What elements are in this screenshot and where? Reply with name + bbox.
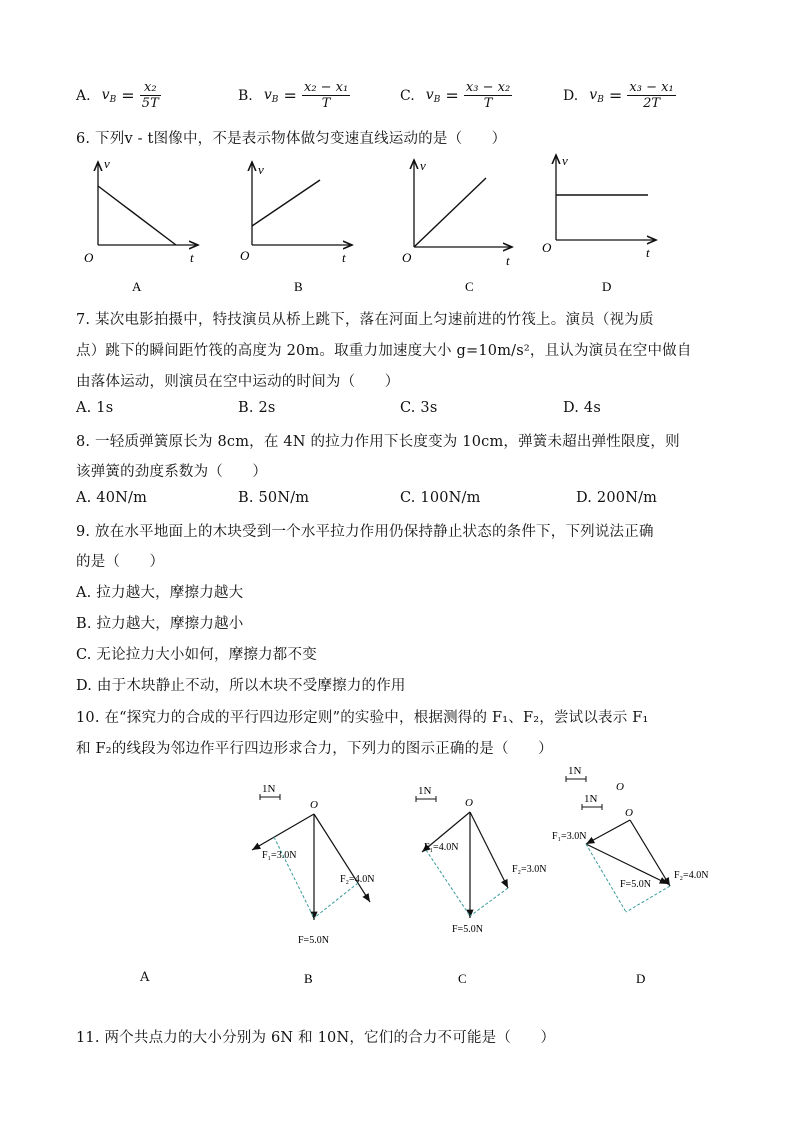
svg-text:F₁=3.0N: F₁=3.0N <box>262 850 297 861</box>
svg-text:F=5.0N: F=5.0N <box>620 879 651 890</box>
q6-stem: 6. 下列v - t图像中，不是表示物体做匀变速直线运动的是（ ） <box>76 131 507 147</box>
svg-text:t: t <box>506 253 510 268</box>
svg-text:O: O <box>625 807 633 819</box>
svg-text:t: t <box>342 250 346 265</box>
q8-line1: 8. 一轻质弹簧原长为 8cm，在 4N 的拉力作用下长度变为 10cm，弹簧未超出弹性限度，则 <box>76 434 680 450</box>
q6-graphs <box>80 150 680 300</box>
q8-option-a: A. 40N/m <box>76 490 148 506</box>
q8-option-b: B. 50N/m <box>238 490 310 506</box>
q10-line1: 10. 在“探究力的合成的平行四边形定则”的实验中，根据测得的 F₁、F₂，尝试以表示 F₁ <box>76 710 649 726</box>
svg-text:O: O <box>84 250 94 265</box>
svg-text:F₂=3.0N: F₂=3.0N <box>512 864 547 875</box>
svg-text:v: v <box>420 158 426 173</box>
svg-text:O: O <box>240 248 250 263</box>
q8-line2: 该弹簧的劲度系数为（ ） <box>76 464 268 480</box>
svg-text:D: D <box>602 279 612 294</box>
svg-text:C: C <box>458 971 467 986</box>
option-key: A. <box>76 87 91 104</box>
q7-line2: 点）跳下的瞬间距竹筏的高度为 20m。取重力加速度大小 g=10m/s²，且认为演员在空中做自 <box>76 343 692 359</box>
q9-line1: 9. 放在水平地面上的木块受到一个水平拉力作用仍保持静止状态的条件下，下列说法正确 <box>76 524 654 540</box>
svg-text:1N: 1N <box>418 785 432 797</box>
svg-text:O: O <box>402 250 412 265</box>
q7-line3: 由落体运动，则演员在空中运动的时间为（ ） <box>76 374 400 390</box>
q8-option-c: C. 100N/m <box>400 490 481 506</box>
svg-text:D: D <box>636 971 646 986</box>
figure-b <box>252 783 374 986</box>
svg-text:O: O <box>616 781 624 793</box>
svg-text:1N: 1N <box>568 765 582 777</box>
q5-option-a: A. $v_B$ = $\frac{\text{x₂}}{5T}$ <box>76 80 159 111</box>
svg-text:F=5.0N: F=5.0N <box>452 924 483 935</box>
svg-text:F=5.0N: F=5.0N <box>298 935 329 946</box>
q9-option-c: C. 无论拉力大小如何，摩擦力都不变 <box>76 647 317 663</box>
q9-option-a: A. 拉力越大，摩擦力越大 <box>76 585 244 601</box>
q10-line2: 和 F₂的线段为邻边作平行四边形求合力，下列力的图示正确的是（ ） <box>76 741 553 757</box>
svg-text:v: v <box>104 156 110 171</box>
svg-text:O: O <box>542 240 552 255</box>
graph-a <box>84 156 198 294</box>
svg-text:t: t <box>190 250 194 265</box>
q5-option-c: C. $v_B$ = $\frac{\text{x₃ − x₂}}{T}$ <box>400 80 511 111</box>
figure-c <box>416 785 546 986</box>
svg-text:O: O <box>310 799 318 811</box>
q11-line1: 11. 两个共点力的大小分别为 6N 和 10N，它们的合力不可能是（ ） <box>76 1030 556 1046</box>
svg-text:v: v <box>562 153 568 168</box>
svg-text:1N: 1N <box>584 793 598 805</box>
graph-b <box>240 162 352 294</box>
q5-option-b: B. $v_B$ = $\frac{\text{x₂ − x₁}}{T}$ <box>238 80 349 111</box>
q5-option-d: D. $v_B$ = $\frac{\text{x₃ − x₁}}{2T}$ <box>563 80 674 111</box>
svg-text:F₁=4.0N: F₁=4.0N <box>424 842 459 853</box>
q7-option-a: A. 1s <box>76 400 114 416</box>
svg-text:C: C <box>465 279 474 294</box>
graph-c <box>402 158 512 294</box>
svg-text:t: t <box>646 245 650 260</box>
graph-d <box>542 153 656 294</box>
svg-text:B: B <box>294 279 303 294</box>
q9-line2: 的是（ ） <box>76 554 165 570</box>
svg-text:F₂=4.0N: F₂=4.0N <box>674 870 709 881</box>
q10-figures <box>240 760 740 995</box>
svg-text:v: v <box>258 162 264 177</box>
svg-text:B: B <box>304 971 313 986</box>
q7-line1: 7. 某次电影拍摄中，特技演员从桥上跳下，落在河面上匀速前进的竹筏上。演员（视为质 <box>76 312 654 328</box>
q10-figure-a-label: A <box>140 970 150 985</box>
q9-option-d: D. 由于木块静止不动，所以木块不受摩擦力的作用 <box>76 678 406 694</box>
svg-text:F₁=3.0N: F₁=3.0N <box>552 831 587 842</box>
q7-option-b: B. 2s <box>238 400 276 416</box>
svg-text:F₂=4.0N: F₂=4.0N <box>340 874 375 885</box>
svg-text:1N: 1N <box>262 783 276 795</box>
q7-option-d: D. 4s <box>563 400 601 416</box>
q7-option-c: C. 3s <box>400 400 438 416</box>
q8-option-d: D. 200N/m <box>576 490 658 506</box>
figure-d <box>552 765 708 986</box>
svg-text:O: O <box>465 797 473 809</box>
svg-text:A: A <box>132 279 142 294</box>
q9-option-b: B. 拉力越大，摩擦力越小 <box>76 616 244 632</box>
